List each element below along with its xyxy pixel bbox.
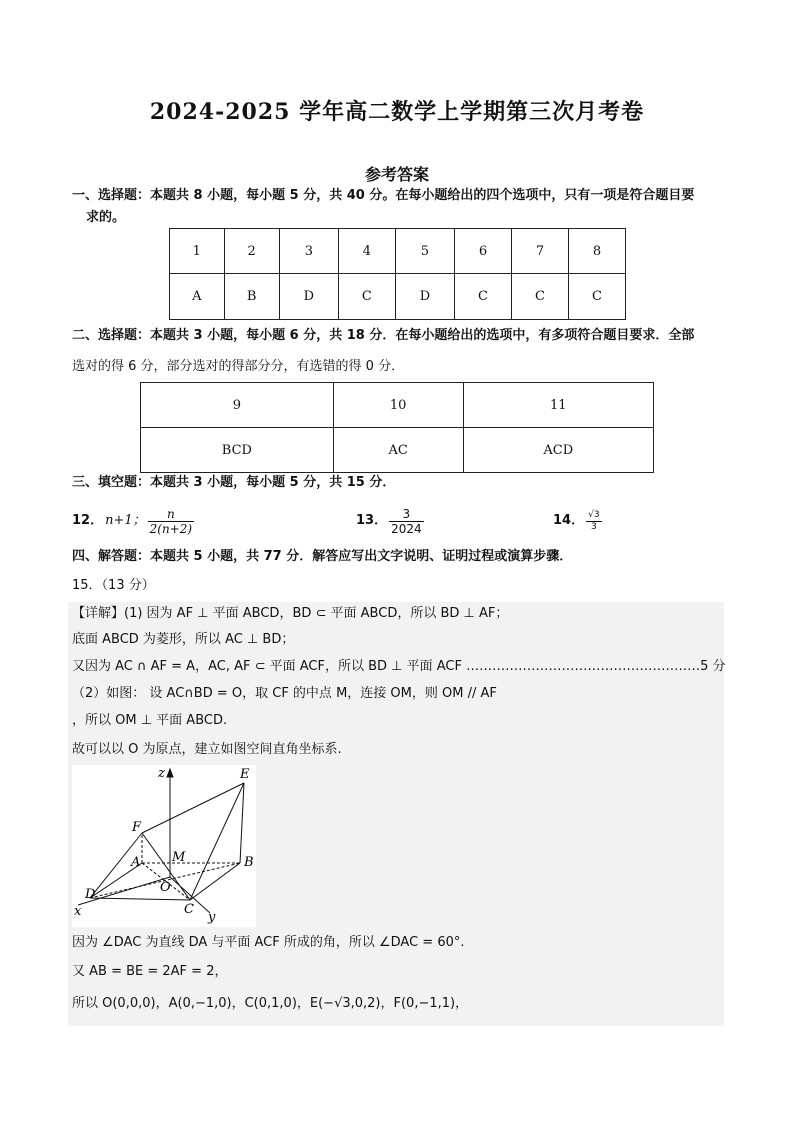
table-cell: A bbox=[170, 274, 225, 320]
label-B: B bbox=[244, 855, 254, 870]
answer-subtitle: 参考答案 bbox=[364, 165, 429, 184]
section4-intro: 四、解答题：本题共 5 小题，共 77 分．解答应写出文字说明、证明过程或演算步骤． bbox=[72, 549, 573, 564]
q14-numerator: √3 bbox=[588, 509, 600, 520]
coordinate-figure bbox=[72, 765, 256, 927]
q12-denominator: 2(n+2) bbox=[149, 521, 193, 536]
table-cell: C bbox=[568, 274, 625, 320]
label-F: F bbox=[132, 820, 142, 835]
table-cell: 6 bbox=[454, 229, 511, 274]
q14-fraction bbox=[586, 510, 601, 533]
q13-denominator: 2024 bbox=[391, 521, 422, 536]
solution-line: 又因为 AC ∩ AF = A，AC, AF ⊂ 平面 ACF，所以 BD ⊥ 平面 ACF ………………………………………………5 分 bbox=[72, 659, 726, 674]
solution-line: 因为 ∠DAC 为直线 DA 与平面 ACF 所成的角，所以 ∠DAC = 60°. bbox=[72, 935, 465, 950]
label-z: z bbox=[158, 766, 165, 781]
q15-heading: 15．（13 分） bbox=[72, 578, 155, 593]
page-title: 2024-2025 学年高二数学上学期第三次月考卷 bbox=[149, 99, 645, 125]
q14-label: 14． bbox=[553, 513, 585, 528]
q13-label: 13． bbox=[356, 513, 388, 528]
edge-BC bbox=[190, 863, 240, 900]
solution-line: ，所以 OM ⊥ 平面 ABCD. bbox=[72, 713, 228, 728]
table-cell: C bbox=[454, 274, 511, 320]
table-cell: D bbox=[395, 274, 454, 320]
table-row bbox=[170, 274, 626, 320]
q13-numerator: 3 bbox=[389, 507, 424, 522]
table-cell: 2 bbox=[224, 229, 279, 274]
label-M: M bbox=[172, 850, 186, 865]
geometry-diagram bbox=[72, 765, 256, 927]
section3-intro: 三、填空题：本题共 3 小题，每小题 5 分，共 15 分． bbox=[72, 475, 396, 490]
edge-EC bbox=[190, 783, 244, 900]
label-x: x bbox=[74, 904, 82, 919]
q12-part1: n+1； bbox=[105, 513, 146, 528]
table-cell: C bbox=[338, 274, 395, 320]
section2-answer-table bbox=[140, 382, 654, 473]
table-cell: 9 bbox=[141, 383, 334, 428]
solution-line: （2）如图： 设 AC∩BD = O，取 CF 的中点 M，连接 OM，则 OM // AF bbox=[72, 686, 497, 701]
table-cell: 8 bbox=[568, 229, 625, 274]
table-cell: 11 bbox=[463, 383, 653, 428]
label-D: D bbox=[85, 887, 96, 902]
table-cell: 4 bbox=[338, 229, 395, 274]
table-cell: B bbox=[224, 274, 279, 320]
table-cell: 10 bbox=[333, 383, 463, 428]
label-y: y bbox=[208, 910, 216, 925]
label-E: E bbox=[240, 767, 250, 782]
section1-intro-line1: 一、选择题：本题共 8 小题，每小题 5 分，共 40 分。在每小题给出的四个选项中，只有一项是符合题目要 bbox=[72, 188, 695, 203]
solution-line: 底面 ABCD 为菱形，所以 AC ⊥ BD； bbox=[72, 632, 295, 647]
q12-fraction bbox=[148, 507, 194, 536]
label-A: A bbox=[131, 855, 141, 870]
table-cell: D bbox=[279, 274, 338, 320]
q13-fraction bbox=[389, 507, 424, 536]
table-cell: ACD bbox=[463, 428, 653, 473]
q12-numerator: n bbox=[148, 507, 194, 522]
table-cell: 5 bbox=[395, 229, 454, 274]
table-cell: C bbox=[511, 274, 568, 320]
solution-line: 所以 O(0,0,0)，A(0,−1,0)，C(0,1,0)，E(−√3,0,2)，F(0,−1,1)， bbox=[72, 996, 469, 1011]
solution-line: 又 AB = BE = 2AF = 2， bbox=[72, 964, 228, 979]
q14-denominator: 3 bbox=[590, 521, 597, 532]
table-cell: 1 bbox=[170, 229, 225, 274]
section1-answer-table bbox=[169, 228, 626, 320]
edge-FE bbox=[142, 783, 244, 833]
table-row bbox=[141, 383, 654, 428]
section2-intro-line1 bbox=[72, 326, 732, 346]
label-O: O bbox=[160, 880, 171, 895]
solution-line: 【详解】(1) 因为 AF ⊥ 平面 ABCD，BD ⊂ 平面 ABCD，所以 BD ⊥ AF； bbox=[72, 606, 509, 621]
edge-EB bbox=[240, 783, 244, 863]
z-arrow-icon bbox=[167, 769, 173, 777]
table-cell: BCD bbox=[141, 428, 334, 473]
q12-label: 12． bbox=[72, 513, 104, 528]
table-cell: 7 bbox=[511, 229, 568, 274]
table-row bbox=[141, 428, 654, 473]
solution-line: 故可以以 O 为原点，建立如图空间直角坐标系. bbox=[72, 742, 342, 757]
section2-intro-line2: 选对的得 6 分，部分选对的得部分分，有选错的得 0 分． bbox=[72, 359, 405, 374]
table-cell: 3 bbox=[279, 229, 338, 274]
edge-CD bbox=[90, 898, 190, 900]
answer-14 bbox=[553, 506, 602, 536]
answer-12 bbox=[72, 504, 194, 538]
table-cell: AC bbox=[333, 428, 463, 473]
section1-intro-line2: 求的。 bbox=[86, 210, 126, 225]
section2-intro-text: 二、选择题：本题共 3 小题，每小题 6 分，共 18 分．在每小题给出的选项中，有多项符合题目要求．全部 bbox=[72, 328, 695, 343]
answer-13 bbox=[356, 504, 424, 538]
label-C: C bbox=[184, 902, 194, 917]
table-row bbox=[170, 229, 626, 274]
